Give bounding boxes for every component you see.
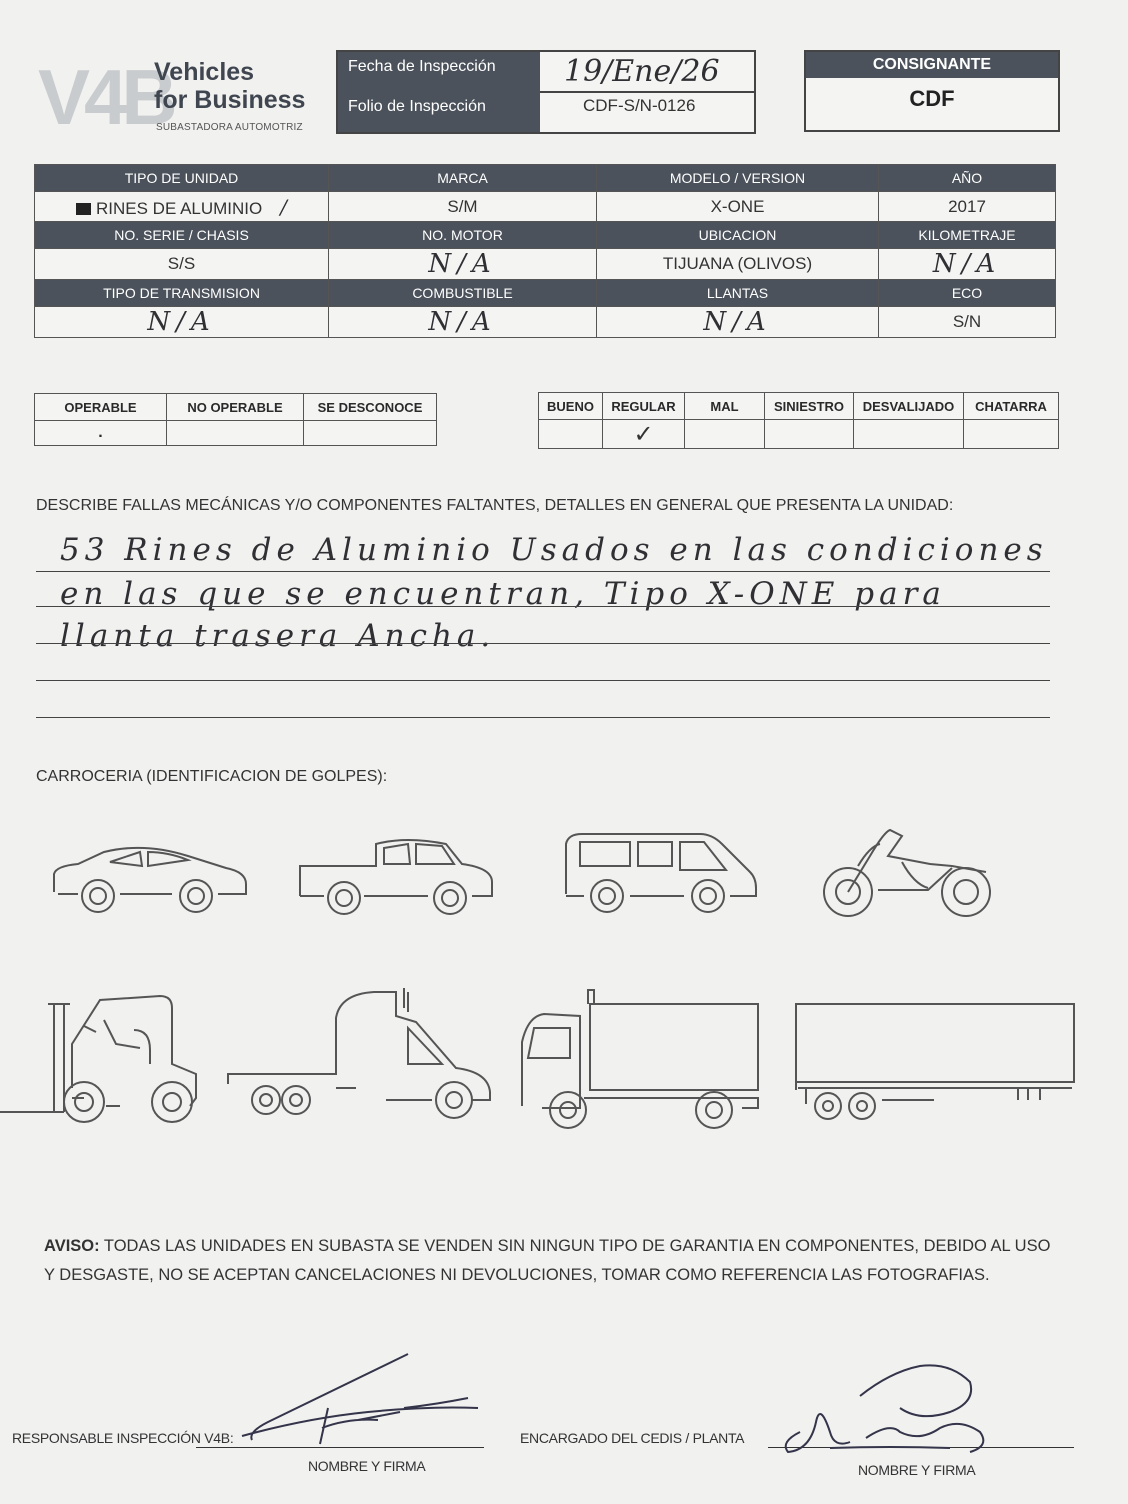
operable-table [34, 393, 437, 446]
table-row [539, 393, 1059, 420]
pickup-icon[interactable] [296, 834, 498, 918]
header-chatarra: CHATARRA [964, 393, 1059, 420]
company-name-line2: for Business [154, 86, 306, 114]
inspection-box [336, 50, 756, 134]
table-row [35, 421, 437, 446]
header-ano: AÑO [879, 165, 1056, 192]
table-row [35, 222, 1056, 249]
value-modelo: X-ONE [597, 192, 879, 222]
header-regular: REGULAR [603, 393, 685, 420]
value-kilometraje: N/A [879, 249, 1056, 280]
table-row [35, 249, 1056, 280]
header-kilometraje: KILOMETRAJE [879, 222, 1056, 249]
description-label: DESCRIBE FALLAS MECÁNICAS Y/O COMPONENTES FALTANTES, DETALLES EN GENERAL QUE PRESENTA LA UNIDAD: [36, 497, 954, 514]
description-rule [36, 643, 1050, 644]
unit-details-table [34, 164, 1056, 338]
folio-label: Folio de Inspección [348, 98, 486, 115]
company-tagline: SUBASTADORA AUTOMOTRIZ [156, 122, 303, 133]
nombre-firma-label-2: NOMBRE Y FIRMA [858, 1462, 976, 1478]
value-ubicacion: TIJUANA (OLIVOS) [597, 249, 879, 280]
description-line-1: 53 Rines de Aluminio Usados en las condiciones [60, 532, 1048, 568]
notice-text [44, 1232, 1064, 1290]
signature-drawing-2 [770, 1352, 1010, 1462]
description-line-2: en las que se encuentran, Tipo X-ONE para [60, 576, 946, 612]
tipo-unidad-text: RINES DE ALUMINIO [95, 198, 263, 218]
no-operable-cell[interactable] [167, 421, 304, 446]
condition-table [538, 392, 1059, 449]
table-row [539, 420, 1059, 449]
filled-box-icon [76, 203, 91, 215]
header-siniestro: SINIESTRO [765, 393, 854, 420]
folio-value: CDF-S/N-0126 [583, 96, 696, 115]
description-rule [36, 606, 1050, 607]
header-bueno: BUENO [539, 393, 603, 420]
header-desvalijado: DESVALIJADO [854, 393, 964, 420]
value-combustible: N/A [329, 307, 597, 338]
header-llantas: LLANTAS [597, 280, 879, 307]
value-motor: N/A [329, 249, 597, 280]
description-rule [36, 571, 1050, 572]
header-tipo-unidad: TIPO DE UNIDAD [35, 165, 329, 192]
value-eco: S/N [879, 307, 1056, 338]
company-logo-mark: V4B [38, 53, 172, 141]
van-icon[interactable] [560, 830, 760, 916]
table-row [35, 165, 1056, 192]
value-serie: S/S [35, 249, 329, 280]
header-motor: NO. MOTOR [329, 222, 597, 249]
carroceria-label: CARROCERIA (IDENTIFICACION DE GOLPES): [36, 768, 388, 785]
sedan-icon[interactable] [48, 838, 252, 918]
encargado-label: ENCARGADO DEL CEDIS / PLANTA [520, 1430, 745, 1446]
slash-mark-icon: / [280, 194, 287, 219]
notice-body: TODAS LAS UNIDADES EN SUBASTA SE VENDEN SIN NINGUN TIPO DE GARANTIA EN COMPONENTES, DEBIDO AL USO Y DESGASTE, NO SE ACEPTAN CANCELACIONES NI DEVOLUCIONES, TOMAR COMO REFERENCIA LAS FOTOGRAFIAS. [44, 1237, 1051, 1284]
value-marca: S/M [329, 192, 597, 222]
value-ano: 2017 [879, 192, 1056, 222]
table-row [35, 192, 1056, 222]
inspection-labels [338, 52, 540, 132]
header-mal: MAL [685, 393, 765, 420]
trailer-icon[interactable] [792, 1000, 1080, 1124]
header-se-desconoce: SE DESCONOCE [304, 394, 437, 421]
tractor-truck-icon[interactable] [224, 988, 496, 1122]
table-row [35, 394, 437, 421]
operable-cell[interactable] [35, 421, 167, 446]
table-row [35, 280, 1056, 307]
notice-prefix: AVISO: [44, 1237, 100, 1255]
description-rule [36, 717, 1050, 718]
table-row [35, 307, 1056, 338]
header-serie: NO. SERIE / CHASIS [35, 222, 329, 249]
regular-cell[interactable] [603, 420, 685, 449]
value-transmision: N/A [35, 307, 329, 338]
forklift-icon[interactable] [0, 994, 200, 1128]
check-mark-icon: ✓ [633, 420, 654, 448]
consignante-value: CDF [909, 86, 955, 111]
mal-cell[interactable] [685, 420, 765, 449]
company-name-line1: Vehicles [154, 58, 255, 86]
value-llantas: N/A [597, 307, 879, 338]
se-desconoce-cell[interactable] [304, 421, 437, 446]
chatarra-cell[interactable] [964, 420, 1059, 449]
header-modelo: MODELO / VERSION [597, 165, 879, 192]
header-no-operable: NO OPERABLE [167, 394, 304, 421]
header-eco: ECO [879, 280, 1056, 307]
desvalijado-cell[interactable] [854, 420, 964, 449]
consignante-label: CONSIGNANTE [806, 52, 1058, 78]
fecha-label: Fecha de Inspección [348, 58, 496, 75]
header-transmision: TIPO DE TRANSMISION [35, 280, 329, 307]
header-marca: MARCA [329, 165, 597, 192]
description-rule [36, 680, 1050, 681]
header-operable: OPERABLE [35, 394, 167, 421]
signature-drawing-1 [228, 1348, 498, 1458]
description-line-3: llanta trasera Ancha. [60, 618, 496, 654]
box-truck-icon[interactable] [518, 988, 764, 1134]
operable-mark: . [98, 424, 103, 441]
value-tipo-unidad [35, 192, 329, 222]
header-combustible: COMBUSTIBLE [329, 280, 597, 307]
fecha-value: 19/Ene/26 [564, 54, 720, 89]
responsable-label: RESPONSABLE INSPECCIÓN V4B: [12, 1430, 234, 1446]
motorcycle-icon[interactable] [818, 826, 996, 920]
header-ubicacion: UBICACION [597, 222, 879, 249]
nombre-firma-label-1: NOMBRE Y FIRMA [308, 1458, 426, 1474]
consignante-box [804, 50, 1060, 132]
inspection-divider [540, 91, 754, 93]
siniestro-cell[interactable] [765, 420, 854, 449]
bueno-cell[interactable] [539, 420, 603, 449]
